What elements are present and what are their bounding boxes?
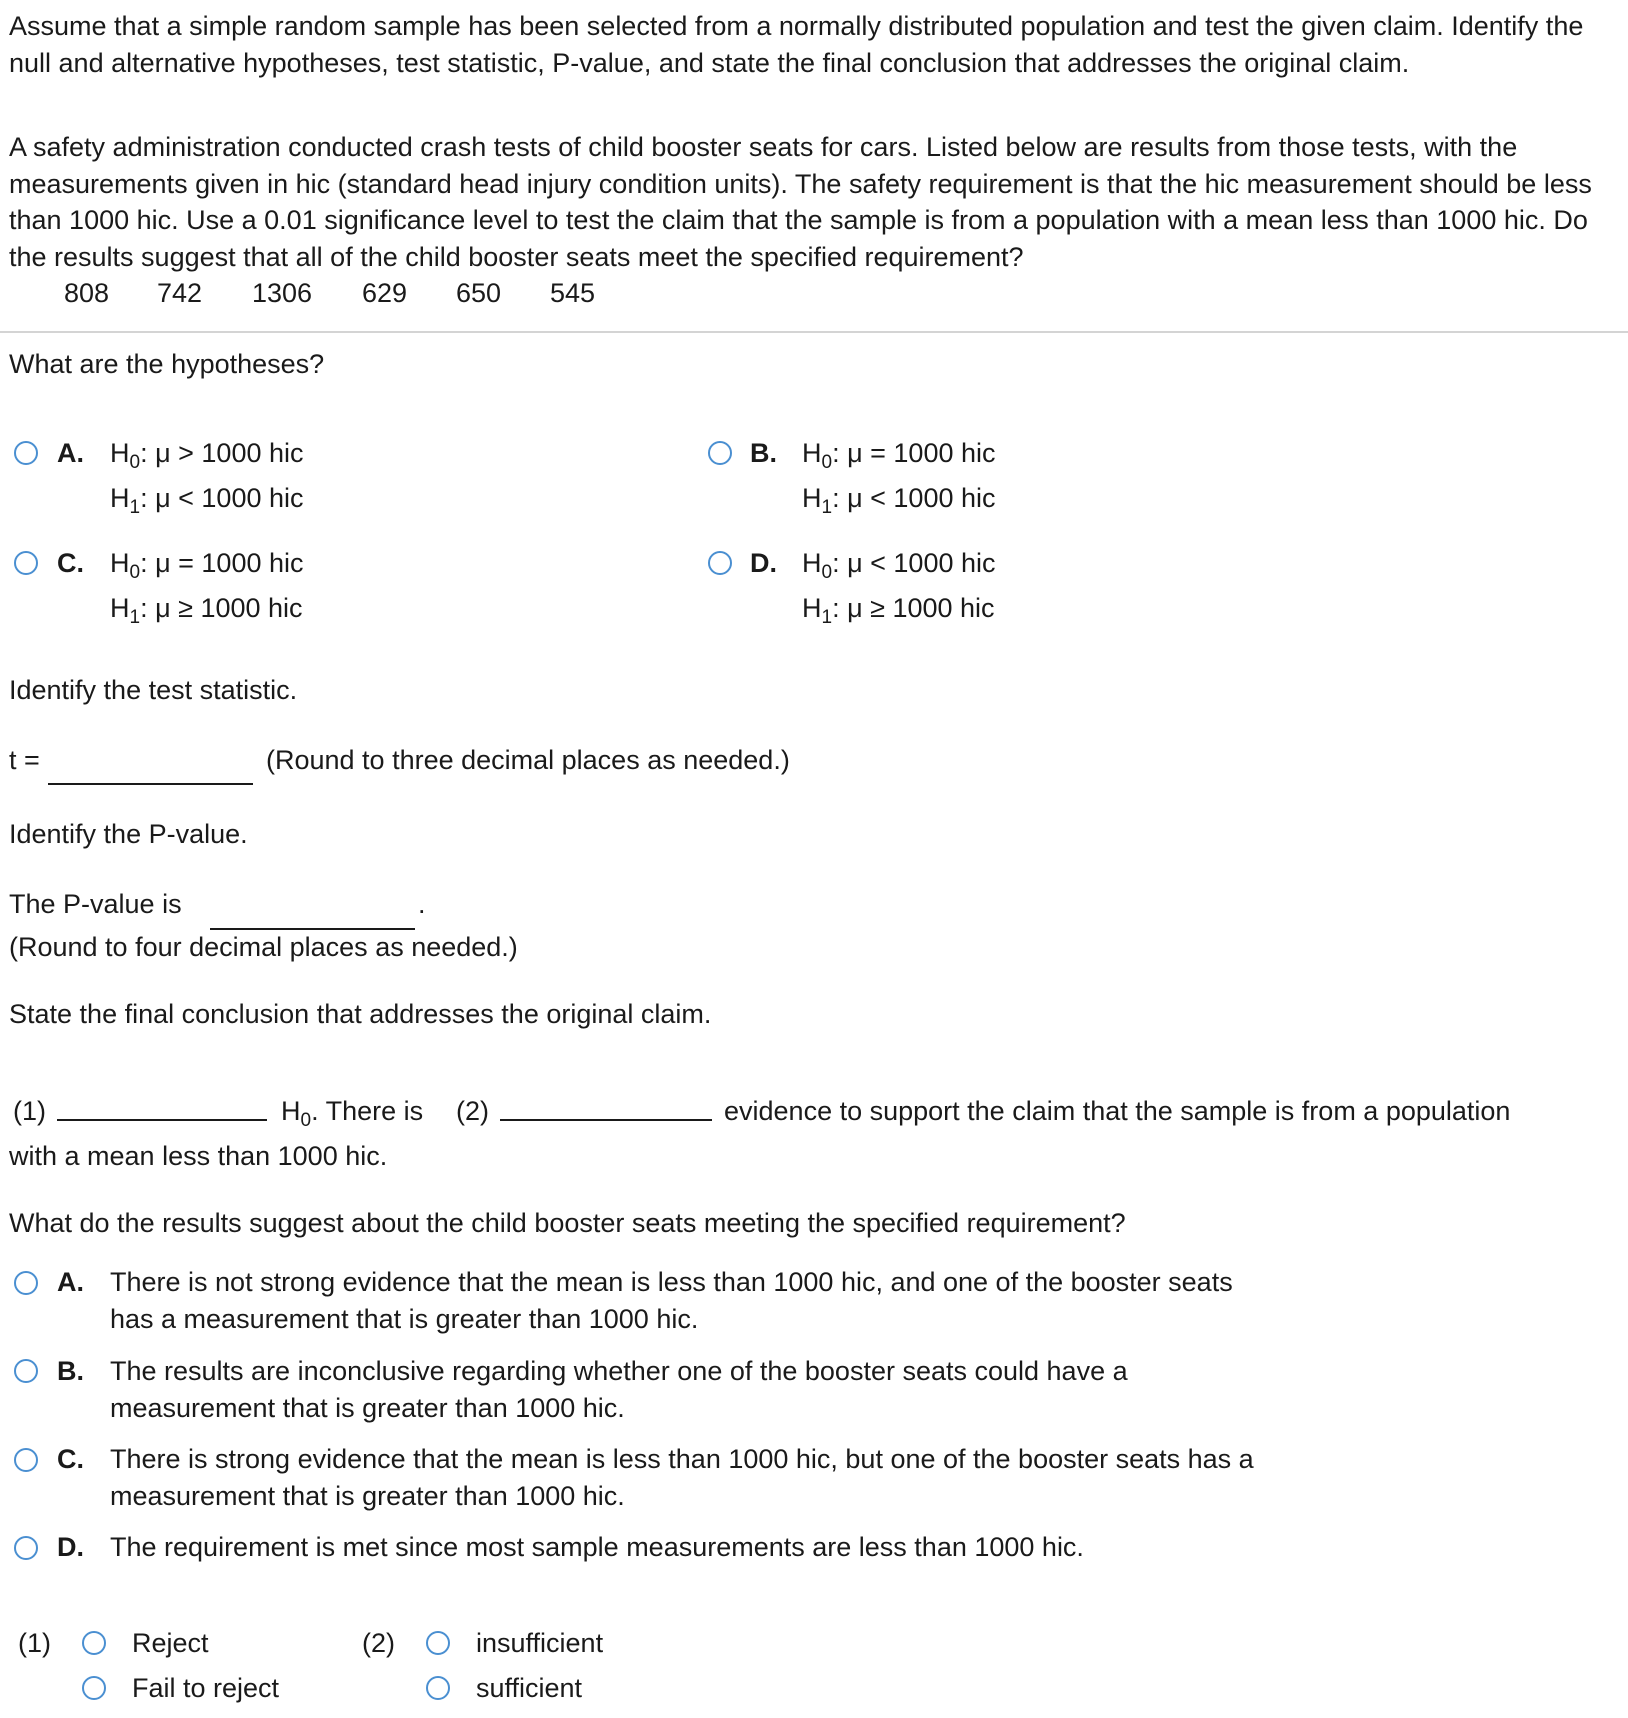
option-letter: C. xyxy=(57,1444,84,1474)
null-hypothesis: $H_0$: μ < 1000 hic xyxy=(802,548,996,583)
p-value-label: The P-value is xyxy=(9,889,182,919)
option-letter: D. xyxy=(750,548,777,578)
option-letter: D. xyxy=(57,1532,84,1562)
data-value: 808 xyxy=(64,278,110,308)
data-value: 742 xyxy=(157,278,203,308)
option-letter: A. xyxy=(57,438,84,468)
alternative-hypothesis: $H_1$: μ < 1000 hic xyxy=(802,483,996,518)
data-value: 545 xyxy=(550,278,596,308)
option-text: The requirement is met since most sample measurements are less than 1000 hic. xyxy=(110,1532,1084,1562)
data-value: 1306 xyxy=(252,278,313,308)
choice-label: Reject xyxy=(132,1628,209,1658)
choice-group-2-label: (2) xyxy=(362,1628,395,1658)
conclusion-tail-text: evidence to support the claim that the sample is from a population xyxy=(724,1096,1511,1126)
section-divider xyxy=(0,331,1628,333)
conclusion-blank-2[interactable] xyxy=(500,1098,712,1121)
radio-button[interactable] xyxy=(14,551,38,575)
radio-button[interactable] xyxy=(82,1676,106,1700)
choice-label: insufficient xyxy=(476,1628,604,1658)
radio-button[interactable] xyxy=(14,1448,38,1472)
radio-button[interactable] xyxy=(14,1271,38,1295)
instructions-text: Assume that a simple random sample has been selected from a normally distributed population and test the given claim. Identify the null and alternative hypotheses, test statistic, P-value, and state the final conclusion that addresses the original claim. xyxy=(9,11,1584,78)
data-value: 629 xyxy=(362,278,408,308)
null-hypothesis: $H_0$: μ = 1000 hic xyxy=(802,438,996,473)
option-letter: A. xyxy=(57,1267,84,1297)
blank-1-label: (1) xyxy=(13,1096,46,1126)
t-label: t = xyxy=(9,745,40,775)
alternative-hypothesis: $H_1$: μ < 1000 hic xyxy=(110,483,304,518)
radio-button[interactable] xyxy=(14,1536,38,1560)
option-letter: B. xyxy=(750,438,777,468)
hypotheses-prompt: What are the hypotheses? xyxy=(9,349,325,379)
alternative-hypothesis: $H_1$: μ ≥ 1000 hic xyxy=(802,593,995,628)
t-value-input[interactable] xyxy=(48,748,253,785)
radio-button[interactable] xyxy=(14,1359,38,1383)
option-letter: B. xyxy=(57,1356,84,1386)
option-text: The results are inconclusive regarding whether one of the booster seats could have a measurement that is greater than 1000 hic. xyxy=(110,1356,1128,1423)
null-hypothesis: $H_0$: μ > 1000 hic xyxy=(110,438,304,473)
null-hypothesis: $H_0$: μ = 1000 hic xyxy=(110,548,304,583)
blank-2-label: (2) xyxy=(456,1096,489,1126)
option-text: There is strong evidence that the mean is less than 1000 hic, but one of the booster seats has a measurement that is greater than 1000 hic. xyxy=(110,1444,1254,1511)
choice-label: sufficient xyxy=(476,1673,583,1703)
conclusion-blank-1[interactable] xyxy=(57,1098,267,1121)
t-rounding-note: (Round to three decimal places as needed.) xyxy=(266,745,790,775)
p-value-rounding-note: (Round to four decimal places as needed.) xyxy=(9,932,518,962)
problem-text: A safety administration conducted crash tests of child booster seats for cars. Listed below are results from those tests, with the measurements given in hic (standard head injury condition units). The safety requirement is that the hic measurement should be less than 1000 hic. Use a 0.01 significance level to test the claim that the sample is from a population with a mean less than 1000 hic. Do the results suggest that all of the child booster seats meet the specified requirement? xyxy=(9,132,1592,272)
null-hypothesis-ref: $H_0$. There is xyxy=(281,1096,424,1131)
radio-button[interactable] xyxy=(426,1631,450,1655)
p-value-prompt: Identify the P-value. xyxy=(9,819,248,849)
conclusion-line-2: with a mean less than 1000 hic. xyxy=(9,1141,388,1171)
radio-button[interactable] xyxy=(708,551,732,575)
p-value-input[interactable] xyxy=(210,893,415,930)
radio-button[interactable] xyxy=(14,441,38,465)
option-letter: C. xyxy=(57,548,84,578)
test-statistic-prompt: Identify the test statistic. xyxy=(9,675,298,705)
radio-button[interactable] xyxy=(426,1676,450,1700)
requirement-prompt: What do the results suggest about the child booster seats meeting the specified requirement? xyxy=(9,1208,1126,1238)
p-value-period: . xyxy=(418,889,426,919)
choice-group-1-label: (1) xyxy=(18,1628,51,1658)
alternative-hypothesis: $H_1$: μ ≥ 1000 hic xyxy=(110,593,303,628)
radio-button[interactable] xyxy=(708,441,732,465)
conclusion-prompt: State the final conclusion that addresses the original claim. xyxy=(9,999,712,1029)
radio-button[interactable] xyxy=(82,1631,106,1655)
option-text: There is not strong evidence that the mean is less than 1000 hic, and one of the booster seats has a measurement that is greater than 1000 hic. xyxy=(110,1267,1233,1334)
choice-label: Fail to reject xyxy=(132,1673,280,1703)
data-value: 650 xyxy=(456,278,502,308)
